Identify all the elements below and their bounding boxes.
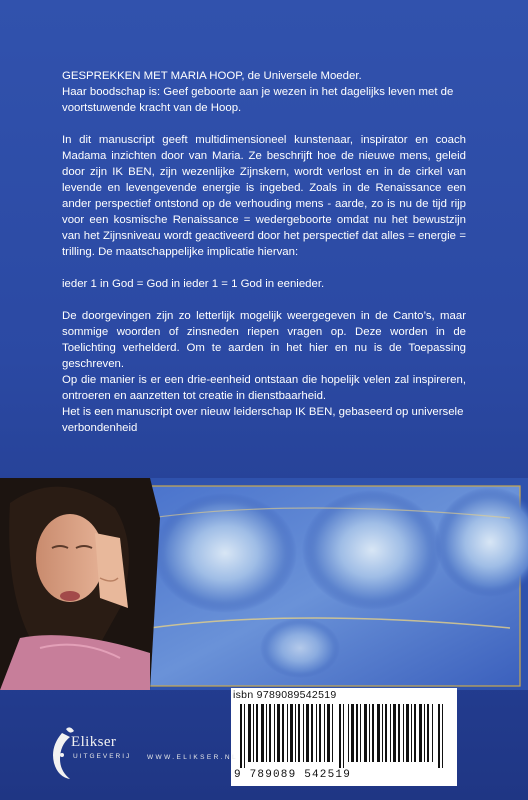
publisher-subtitle: UITGEVERIJ <box>73 753 132 760</box>
intro-message: Haar boodschap is: Geef geboorte aan je wezen in het dagelijks leven met de voortstuwende kracht van de Hoop. <box>62 86 454 114</box>
blurb-paragraph-2: De doorgevingen zijn zo letterlijk mogelijk weergegeven in de Canto’s, maar sommige woorden of zinsneden riepen vragen op. Deze worden in de Toelichting verhelderd. Om te aarden in het hier en nu is de Toepassing geschreven. <box>62 310 466 370</box>
blurb-formula: ieder 1 in God = God in ieder 1 = 1 God in eenieder. <box>62 278 325 290</box>
blurb-paragraph-3: Op die manier is er een drie-eenheid ontstaan die hopelijk velen zal inspireren, ontroeren en aanzetten tot creatie in dienstbaarheid. <box>62 374 466 402</box>
blurb-paragraph-4: Het is een manuscript over nieuw leiderschap IK BEN, gebaseerd op universele verbondenheid <box>62 406 464 434</box>
publisher-website: WWW.ELIKSER.NL <box>147 754 239 761</box>
barcode-icon <box>238 704 452 768</box>
photo-illustration <box>0 478 528 690</box>
isbn-label: isbn 9789089542519 <box>233 689 337 701</box>
intro-title-line: GESPREKKEN MET MARIA HOOP, de Universele Moeder. <box>62 70 362 82</box>
blurb <box>62 68 466 436</box>
isbn-digits: 9 789089 542519 <box>234 769 352 781</box>
cover-photo <box>0 478 528 690</box>
publisher-name: Elikser <box>71 734 117 750</box>
blurb-paragraph-1: In dit manuscript geeft multidimensioneel kunstenaar, inspirator en coach Madama inzichten door van Maria. Ze beschrijft hoe de nieuwe mens, geleid door zijn IK BEN, zijn wezenlijke Zijnskern, wordt verlost en in de cirkel van levende en levengevende energie is ingebed. Zoals in de Renaissance een ander perspectief ontstond op de verhouding mens - aarde, zo is nu de tijd rijp voor een kosmische Renaissance = wedergeboorte omdat nu het bewustzijn van het Zijnsniveau wordt geactiveerd door het perspectief dat alles = energie = trilling. De maatschappelijke implicatie hiervan: <box>62 134 466 258</box>
painting-orb <box>260 618 340 678</box>
praying-woman-figure <box>0 478 160 690</box>
